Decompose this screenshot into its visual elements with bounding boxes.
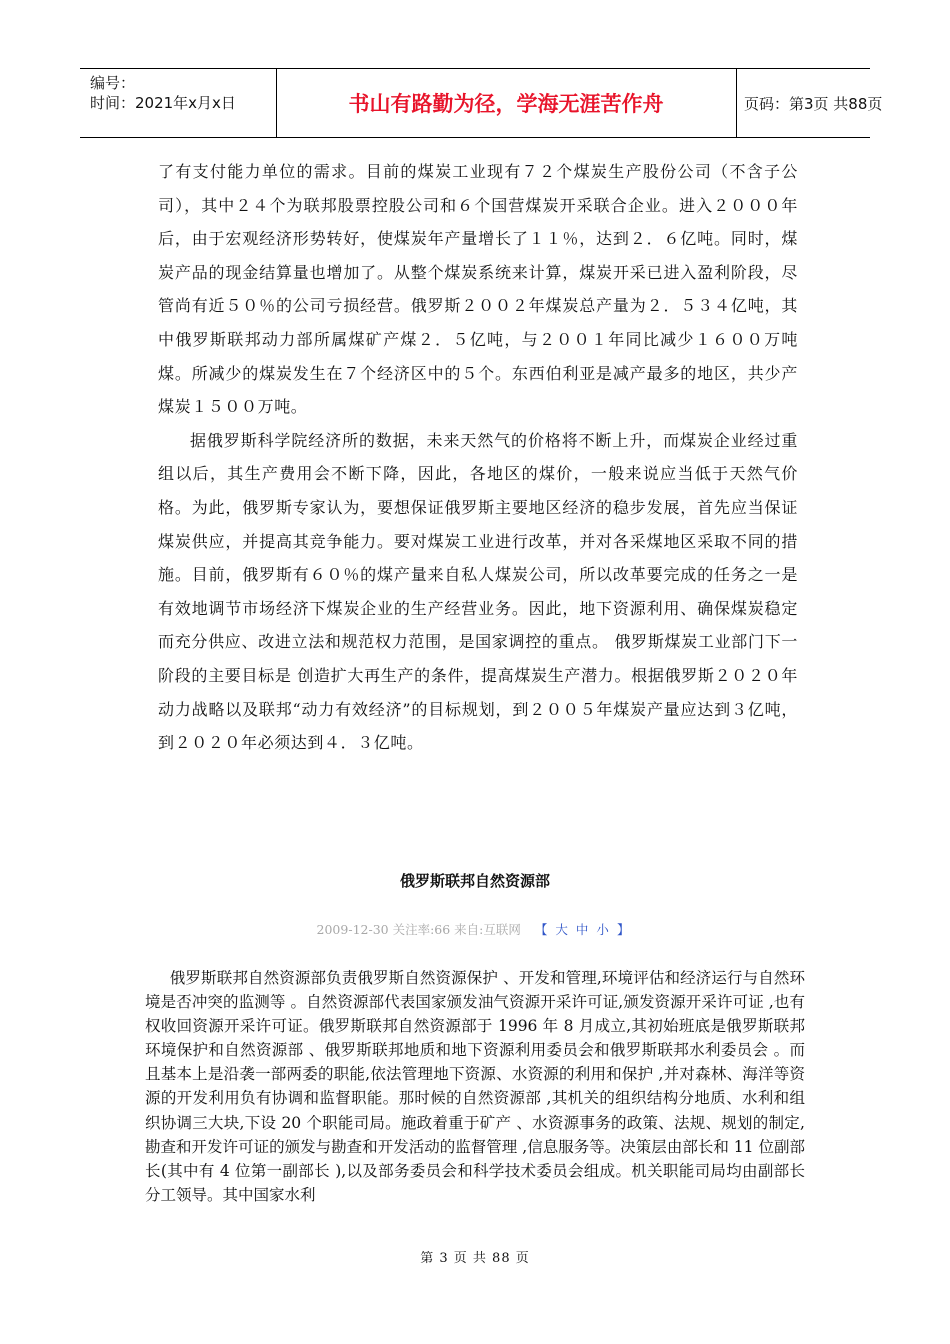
font-size-medium-link[interactable]: 中: [575, 922, 589, 937]
body-text: [158, 155, 798, 760]
document-number-label: 编号：: [90, 74, 136, 92]
paragraph: 了有支付能力单位的需求。目前的煤炭工业现有７２个煤炭生产股份公司（不含子公司），其中２４个为联邦股票控股公司和６个国营煤炭开采联合企业。进入２０００年后，由于宏观经济形势转好，使煤炭年产量增长了１１％，达到２．６亿吨。同时，煤炭产品的现金结算量也增加了。从整个煤炭系统来计算，煤炭开采已进入盈利阶段，尽管尚有近５０％的公司亏损经营。俄罗斯２００２年煤炭总产量为２．５３４亿吨，其中俄罗斯联邦动力部所属煤矿产煤２．５亿吨，与２００１年同比减少１６００万吨煤。所减少的煤炭发生在７个经济区中的５个。东西伯利亚是减产最多的地区，共少产煤炭１５００万吨。: [158, 162, 798, 417]
article-meta: [0, 920, 950, 938]
page-header: [80, 68, 883, 138]
document-date: 时间：2021年x月x日: [90, 94, 236, 112]
header-info-cell: [80, 69, 277, 137]
bracket-open: 【: [534, 922, 548, 937]
page-footer: 第 3 页 共 88 页: [420, 1251, 530, 1266]
section-title: 俄罗斯联邦自然资源部: [399, 872, 550, 890]
article-paragraph: 俄罗斯联邦自然资源部负责俄罗斯自然资源保护 、开发和管理,环境评估和经济运行与自然环境是否冲突的监测等 。自然资源部代表国家颁发油气资源开采许可证,颁发资源开采许可证 ,也有权收回资源开采许可证。俄罗斯联邦自然资源部于 1996 年 8 月成立,其初始班底是俄罗斯联邦环境保护和自然资源部 、俄罗斯联邦地质和地下资源利用委员会和俄罗斯联邦水利委员会 。而且基本上是沿袭一部两委的职能,依法管理地下资源、水资源的利用和保护 ,并对森林、海洋等资源的开发利用负有协调和监督职能。那时候的自然资源部 ,其机关的组织结构分地质、水利和组织协调三大块,下设 20 个职能司局。施政着重于矿产 、水资源事务的政策、法规、规划的制定,勘查和开发许可证的颁发与勘查和开发活动的监督管理 ,信息服务等。决策层由部长和 11 位副部长(其中有 4 位第一副部长 ),以及部务委员会和科学技术委员会组成。机关职能司局均由副部长分工领导。其中国家水利: [145, 969, 805, 1204]
article-body: [145, 966, 805, 1207]
header-page-info: 页码：第3页 共88页: [744, 94, 883, 113]
paragraph: 据俄罗斯科学院经济所的数据，未来天然气的价格将不断上升，而煤炭企业经过重组以后，其生产费用会不断下降，因此，各地区的煤价，一般来说应当低于天然气价格。为此，俄罗斯专家认为，要想保证俄罗斯主要地区经济的稳步发展，首先应当保证煤炭供应，并提高其竞争能力。要对煤炭工业进行改革，并对各采煤地区采取不同的措施。目前，俄罗斯有６０％的煤产量来自私人煤炭公司，所以改革要完成的任务之一是有效地调节市场经济下煤炭企业的生产经营业务。因此，地下资源利用、确保煤炭稳定而充分供应、改进立法和规范权力范围，是国家调控的重点。 俄罗斯煤炭工业部门下一阶段的主要目标是 创造扩大再生产的条件，提高煤炭生产潜力。根据俄罗斯２０２０年动力战略以及联邦“动力有效经济”的目标规划，到２００５年煤炭产量应达到３亿吨，到２０２０年必须达到４．３亿吨。: [158, 430, 798, 753]
font-size-large-link[interactable]: 大: [555, 922, 568, 937]
header-motto: 书山有路勤为径，学海无涯苦作舟: [276, 69, 737, 137]
font-size-controls: [531, 922, 634, 937]
font-size-small-link[interactable]: 小: [596, 922, 609, 937]
bracket-close: 】: [616, 922, 630, 937]
article-meta-text: 2009-12-30 关注率:66 来自:互联网: [316, 922, 521, 937]
